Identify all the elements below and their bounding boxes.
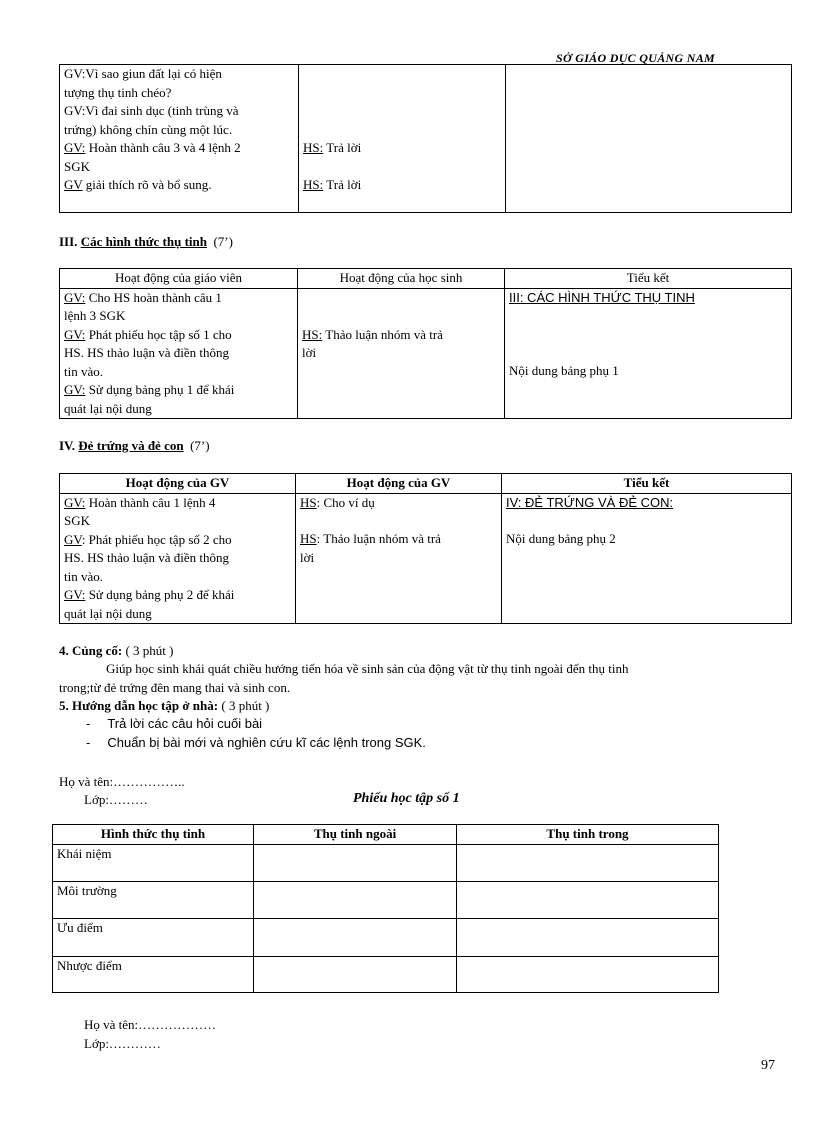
section-time: (7’) bbox=[190, 438, 210, 453]
gv-label: GV: bbox=[64, 140, 86, 155]
answer-cell bbox=[254, 844, 457, 881]
answer-cell bbox=[254, 956, 457, 992]
teacher-activity-cell bbox=[60, 493, 296, 624]
row-label: Ưu điểm bbox=[53, 918, 254, 956]
homework-title: 5. Hướng dẫn học tập ở nhà: bbox=[59, 698, 219, 713]
homework-item: - Trả lời các câu hỏi cuối bài bbox=[86, 716, 263, 731]
teacher-text: SGK bbox=[64, 513, 91, 528]
teacher-line: SGK bbox=[64, 158, 91, 174]
teacher-text: lệnh 3 SGK bbox=[64, 308, 126, 323]
hs-label: HS: bbox=[303, 140, 324, 155]
hs-label: HS: bbox=[302, 326, 323, 342]
student-text: : Thảo luận nhóm và trả bbox=[316, 531, 441, 546]
teacher-text: Hoàn thành câu 3 và 4 lệnh 2 bbox=[85, 140, 241, 155]
student-activity-cell bbox=[298, 288, 505, 419]
answer-cell bbox=[457, 918, 719, 956]
teacher-line bbox=[64, 176, 294, 195]
class-field-label: Lớp:……… bbox=[84, 792, 148, 807]
student-text: Trả lời bbox=[323, 140, 362, 155]
teacher-text: Phát phiếu học tập số 1 cho bbox=[85, 326, 232, 342]
student-line bbox=[303, 176, 501, 195]
summary-title: III: CÁC HÌNH THỨC THỤ TINH bbox=[509, 289, 695, 305]
student-line bbox=[303, 139, 501, 158]
gv-label: GV: bbox=[64, 326, 86, 342]
class-field-label: Lớp:………… bbox=[84, 1036, 161, 1051]
student-text: lời bbox=[302, 345, 317, 360]
consolidation-line: Giúp học sinh khái quát chiều hướng tiến hóa về sinh sản của động vật từ thụ tinh ngoài đến thụ tinh bbox=[106, 661, 629, 676]
teacher-text: : Phát phiếu học tập số 2 cho bbox=[81, 531, 232, 547]
consolidation-time: ( 3 phút ) bbox=[122, 643, 174, 658]
teacher-text: tin vào. bbox=[64, 363, 103, 379]
answer-cell bbox=[254, 881, 457, 918]
page-number: 97 bbox=[761, 1058, 775, 1073]
section-title: Đẻ trứng và đẻ con bbox=[78, 438, 184, 453]
teacher-line bbox=[64, 139, 294, 158]
summary-title: IV: ĐẺ TRỨNG VÀ ĐẺ CON: bbox=[506, 494, 674, 510]
teacher-text: HS. HS thảo luận và điền thông bbox=[64, 345, 230, 360]
teacher-text: Hoàn thành câu 1 lệnh 4 bbox=[85, 494, 216, 510]
section-4-heading bbox=[59, 437, 210, 455]
section-number: III. bbox=[59, 234, 78, 249]
section-number: IV. bbox=[59, 438, 76, 453]
student-text: lời bbox=[300, 549, 315, 565]
worksheet-title: Phiếu học tập số 1 bbox=[353, 791, 460, 806]
teacher-line: GV:Vì sao giun đất lại có hiện bbox=[64, 66, 222, 81]
summary-cell bbox=[502, 493, 792, 624]
gv-label: GV: bbox=[64, 494, 86, 510]
column-header: Hoạt động của học sinh bbox=[298, 269, 505, 289]
answer-cell bbox=[457, 844, 719, 881]
section-title: Các hình thức thụ tinh bbox=[80, 234, 207, 249]
column-header: Hoạt động của GV bbox=[60, 474, 296, 494]
gv-label: GV bbox=[64, 531, 82, 547]
section-3-table bbox=[59, 268, 792, 419]
teacher-text: Cho HS hoàn thành câu 1 bbox=[85, 289, 222, 305]
homework-item-text: Trả lời các câu hỏi cuối bài bbox=[107, 716, 263, 731]
answer-cell bbox=[457, 956, 719, 992]
student-activity-cell bbox=[299, 65, 506, 213]
gv-label: GV bbox=[64, 177, 83, 192]
row-label: Môi trường bbox=[53, 881, 254, 918]
gv-label: GV: bbox=[64, 382, 86, 397]
teacher-line: trứng) không chín cùng một lúc. bbox=[64, 121, 233, 137]
gv-label: GV: bbox=[64, 587, 86, 602]
student-text: : Cho ví dụ bbox=[316, 494, 375, 510]
row-label: Khái niệm bbox=[53, 844, 254, 881]
student-text: Trả lời bbox=[323, 176, 362, 192]
summary-text: Nội dung bảng phụ 1 bbox=[509, 363, 619, 378]
hs-label: HS bbox=[300, 531, 317, 546]
hs-label: HS: bbox=[303, 176, 324, 192]
consolidation-line: trong;từ đẻ trứng đên mang thai và sinh con. bbox=[59, 680, 291, 695]
column-header: Hoạt động của GV bbox=[296, 474, 502, 494]
column-header: Tiểu kết bbox=[502, 474, 792, 494]
section-time: (7’) bbox=[213, 234, 233, 249]
teacher-activity-cell bbox=[60, 65, 299, 213]
section-3-heading bbox=[59, 233, 233, 251]
teacher-text: Sử dụng bảng phụ 2 để khái bbox=[85, 587, 235, 602]
consolidation-heading bbox=[59, 642, 173, 660]
summary-cell bbox=[506, 65, 792, 213]
column-header: Thụ tinh trong bbox=[457, 825, 719, 845]
column-header: Hoạt động của giáo viên bbox=[60, 269, 298, 289]
teacher-line: tượng thụ tinh chéo? bbox=[64, 84, 172, 100]
teacher-text: giải thích rõ và bổ sung. bbox=[82, 177, 212, 192]
teacher-activity-cell bbox=[60, 288, 298, 419]
summary-cell bbox=[505, 288, 792, 419]
answer-cell bbox=[254, 918, 457, 956]
student-text: Thảo luận nhóm và trả bbox=[322, 326, 443, 342]
student-activity-cell bbox=[296, 493, 502, 624]
continuation-table bbox=[59, 64, 792, 213]
column-header: Thụ tinh ngoài bbox=[254, 825, 457, 845]
column-header: Hình thức thụ tinh bbox=[53, 825, 254, 845]
answer-cell bbox=[457, 881, 719, 918]
hs-label: HS bbox=[300, 494, 317, 510]
summary-text: Nội dung bảng phụ 2 bbox=[506, 531, 616, 546]
column-header: Tiểu kết bbox=[505, 269, 792, 289]
homework-item: - Chuẩn bị bài mới và nghiên cứu kĩ các lệnh trong SGK. bbox=[86, 735, 426, 750]
row-label: Nhược điểm bbox=[53, 956, 254, 992]
homework-item-text: Chuẩn bị bài mới và nghiên cứu kĩ các lệnh trong SGK. bbox=[107, 735, 426, 750]
worksheet-1-table bbox=[52, 824, 719, 993]
teacher-text: tin vào. bbox=[64, 568, 103, 584]
homework-time: ( 3 phút ) bbox=[218, 698, 270, 713]
teacher-text: Sử dụng bảng phụ 1 để khái bbox=[85, 382, 235, 397]
organization-header: SỞ GIÁO DỤC QUẢNG NAM bbox=[556, 51, 715, 65]
name-field-label: Họ và tên:…………….. bbox=[59, 774, 185, 789]
teacher-text: quát lại nội dung bbox=[64, 400, 152, 416]
teacher-line: GV:Vì đai sinh dục (tinh trùng và bbox=[64, 103, 239, 118]
section-4-table bbox=[59, 473, 792, 624]
name-field-label: Họ và tên:……………… bbox=[84, 1017, 217, 1032]
teacher-text: quát lại nội dung bbox=[64, 605, 152, 621]
homework-heading bbox=[59, 697, 269, 715]
consolidation-title: 4. Củng cố: bbox=[59, 643, 123, 658]
gv-label: GV: bbox=[64, 289, 86, 305]
teacher-text: HS. HS thảo luận và điền thông bbox=[64, 550, 230, 565]
